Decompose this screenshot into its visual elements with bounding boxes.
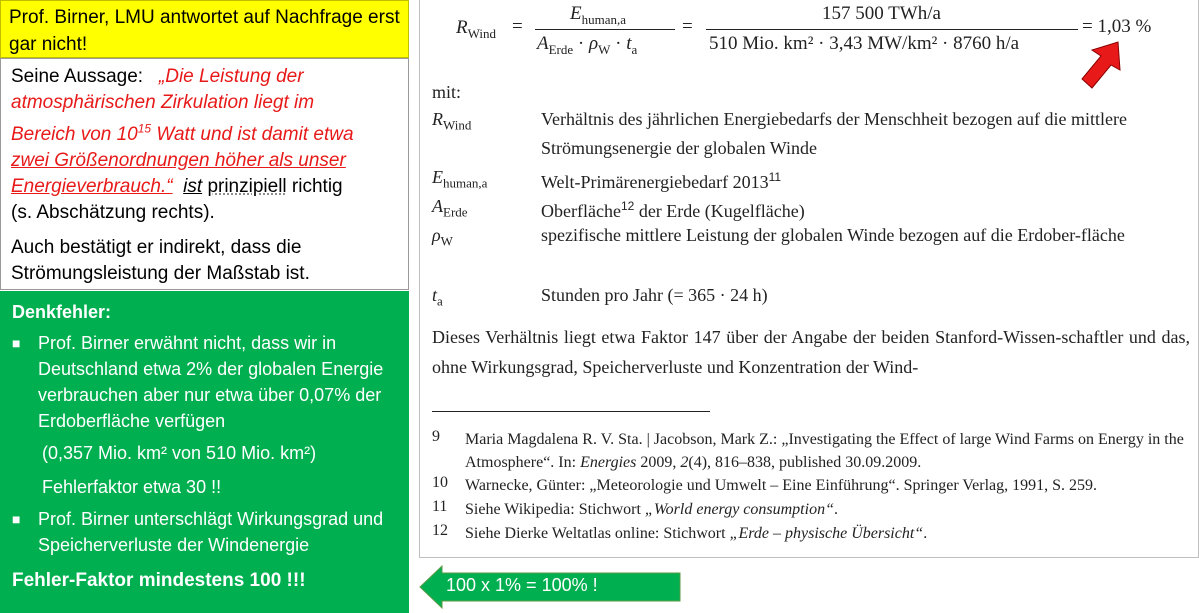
quote-line1: „Die Leistung der: [158, 66, 304, 87]
definition-row: $R_{Wind}$ Verhältnis des jährlichen Energiebedarfs der Menschheit bezogen auf die mittlere Strömungsenergie der globalen Winde: [432, 109, 1127, 158]
errors-list: [12, 330, 397, 434]
footnote-divider: [432, 411, 710, 412]
errors-list-2: [12, 506, 397, 558]
square-bullet-icon: ■: [12, 335, 21, 351]
formula-lhs: $R_{Wind}$: [456, 17, 496, 41]
square-bullet-icon: ■: [12, 511, 21, 527]
errors-title: Denkfehler:: [12, 302, 112, 322]
body-paragraph: Dieses Verhältnis liegt etwa Faktor 147 über der Angabe der beiden Stanford-Wissen-schaftler und das, ohne Wirkungsgrad, Speicherverluste und Konzentration der Wind-: [432, 327, 1190, 377]
formula-num2: 157 500 TWh/a: [822, 3, 941, 24]
factor-note: Fehlerfaktor etwa 30 !!: [42, 477, 222, 497]
quote-line4: zwei Größenordnungen höher als unser: [11, 150, 346, 172]
richtig-word: richtig: [291, 176, 343, 198]
arrow-label: 100 x 1% = 100% !: [446, 575, 598, 595]
formula-num1: $E_{human,a}$: [570, 3, 627, 27]
red-arrow-icon: [1078, 40, 1138, 94]
error-summary: Fehler-Faktor mindestens 100 !!!: [12, 570, 306, 591]
formula-den1: $A_{Erde} \cdot \rho_W \cdot t_a$: [537, 33, 638, 57]
formula-den2: 510 Mio. km² · 3,43 MW/km² · 8760 h/a: [709, 33, 1020, 54]
statement-para2: Auch bestätigt er indirekt, dass die Strömungsleistung der Maßstab ist.: [11, 237, 310, 285]
ist-word: ist: [183, 176, 203, 198]
quote-line2: atmosphärischen Zirkulation liegt im: [11, 92, 315, 113]
area-note: (0,357 Mio. km² von 510 Mio. km²): [42, 443, 317, 463]
error-item-1: ■ Prof. Birner erwähnt nicht, dass wir in Deutschland etwa 2% der globalen Energie verbrauchen aber nur etwa über 0,07% der Erdoberfläche verfügen: [12, 330, 397, 434]
statement-para: [11, 64, 398, 226]
errors-box: [0, 291, 409, 613]
footnote: 9 Maria Magdalena R. V. Sta. | Jacobson, Mark Z.: „Investigating the Effect of large Wind Farms on Energy in the Atmosphere“. In: Energies 2009, 2(4), 816–838, published 30.09.2009.: [432, 428, 1184, 471]
headline-box: [0, 0, 409, 58]
quote-line5: Energieverbrauch.“: [11, 176, 173, 198]
statement-intro: Seine Aussage:: [11, 66, 144, 87]
prinzipiell-word: prinzipiell: [207, 176, 287, 198]
statement-box: [0, 58, 409, 290]
headline-text: Prof. Birner, LMU antwortet auf Nachfrage erst gar nicht!: [9, 7, 400, 55]
document-excerpt: $R_{Wind}$ = $E_{human,a}$ $A_{Erde} \cdot \rho_W \cdot t_a$ = 157 500 TWh/a 510 Mio. km² · 3,43 MW/km² · 8760 h/a = 1,03 % mit: $R_{Wind}$ Verhältnis des jährlichen Energiebedarfs der Menschheit bezogen auf die mittlere Strömungsenergie der globalen Winde $E_{human,a}$ Welt-Primärenergiebedarf 2013$^{11}$ $A_{Erde}$ Oberfläche$^{12}$ der Erde (Kugelfläche) $\rho_W$ spezifische mittlere Leistung der globalen Winde bezogen auf die Erdober-fläche $t_a$ Stunden pro Jahr (= 365 · 24 h) Dieses Verhältnis liegt etwa Faktor 147 über der Angabe der beiden Stanford-Wissen-schaftler und das, ohne Wirkungsgrad, Speicherverluste und Konzentration der Wind- 9 Maria Magdalena R. V. Sta. | Jacobson, Mark Z.: „Investigating the Effect of large Wind Farms on Energy in the Atmosphere“. In: Energies 2009, 2(4), 816–838, published 30.09.2009. 10 Warnecke, Günter: „Meteorologie und Umwelt – Eine Einführung“. Springer Verlag, 1991, S. 259. 11 Siehe Wikipedia: Stichwort „World energy consumption“. 12 Siehe Dierke Weltatlas online: Stichwort „Erde – physische Übersicht“.: [419, 0, 1199, 558]
error-item-2: ■ Prof. Birner unterschlägt Wirkungsgrad und Speicherverluste der Windenergie: [12, 506, 397, 558]
formula-result: = 1,03 %: [1082, 16, 1152, 37]
definition-row: $\rho_W$ spezifische mittlere Leistung der globalen Winde bezogen auf die Erdober-fläche: [432, 225, 1125, 249]
quote-line3: Bereich von $10^{15}$ Watt und ist damit etwa: [11, 122, 354, 146]
statement-ref: (s. Abschätzung rechts).: [11, 202, 215, 224]
definitions-intro: mit:: [432, 82, 462, 102]
